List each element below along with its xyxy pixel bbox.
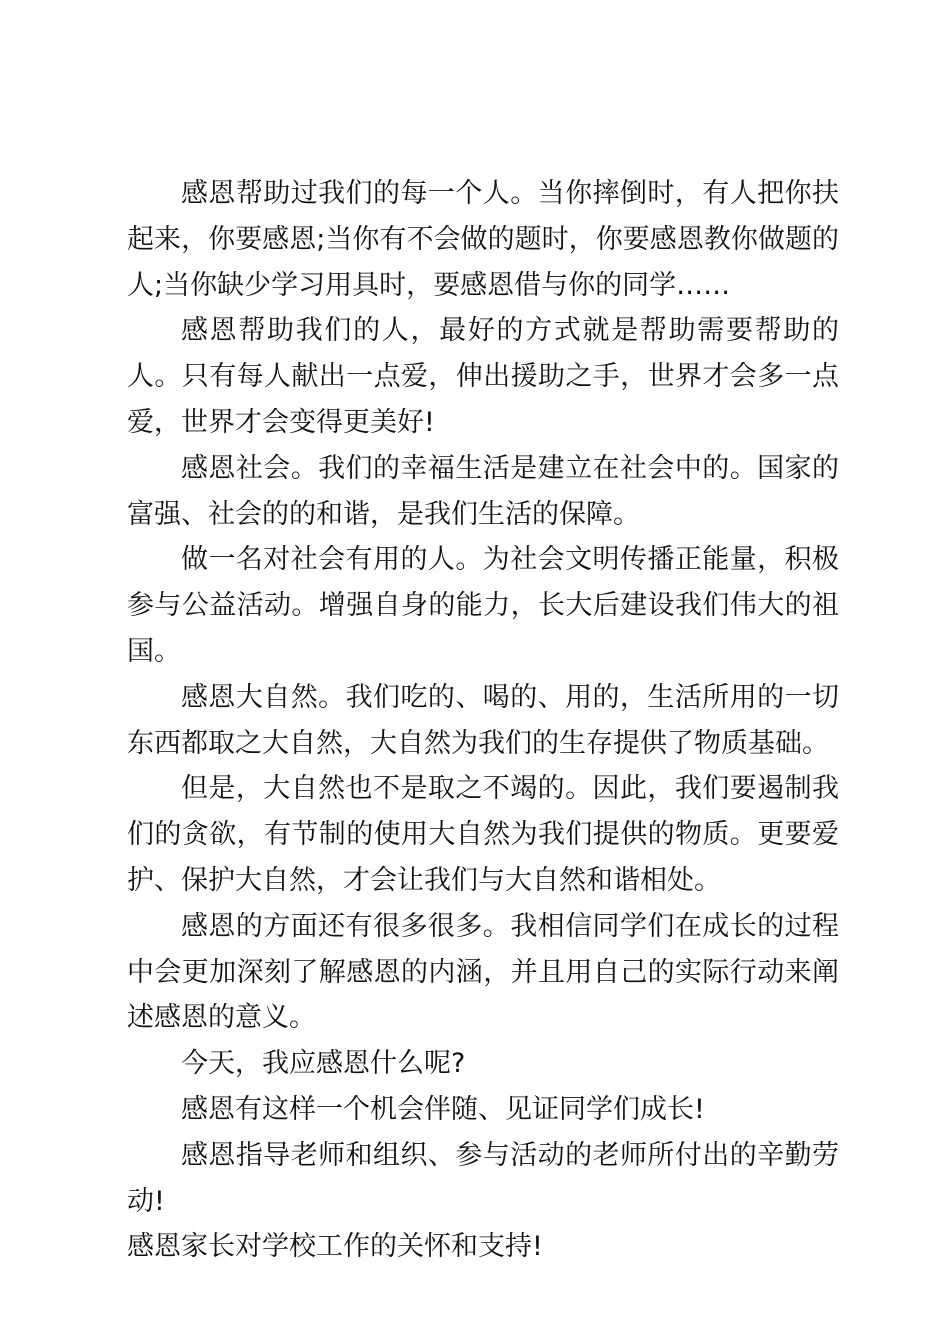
paragraph-7: 感恩的方面还有很多很多。我相信同学们在成长的过程中会更加深刻了解感恩的内涵，并且用自己的实际行动来阐述感恩的意义。 <box>127 910 839 1034</box>
paragraph-2: 感恩帮助我们的人，最好的方式就是帮助需要帮助的人。只有每人献出一点爱，伸出援助之手，世界才会多一点爱，世界才会变得更美好! <box>127 315 839 438</box>
paragraph-11: 感恩家长对学校工作的关怀和支持! <box>127 1231 543 1263</box>
paragraph-9: 感恩有这样一个机会伴随、见证同学们成长! <box>181 1093 705 1125</box>
paragraph-8: 今天，我应感恩什么呢? <box>181 1048 466 1080</box>
paragraph-6: 但是，大自然也不是取之不竭的。因此，我们要遏制我们的贪欲，有节制的使用大自然为我们提供的物质。更要爱护、保护大自然，才会让我们与大自然和谐相处。 <box>127 773 839 896</box>
paragraph-3: 感恩社会。我们的幸福生活是建立在社会中的。国家的富强、社会的的和谐，是我们生活的保障。 <box>127 452 839 530</box>
paragraph-4: 做一名对社会有用的人。为社会文明传播正能量，积极参与公益活动。增强自身的能力，长大后建设我们伟大的祖国。 <box>127 544 839 667</box>
paragraph-1: 感恩帮助过我们的每一个人。当你摔倒时，有人把你扶起来，你要感恩;当你有不会做的题时，你要感恩教你做题的人;当你缺少学习用具时，要感恩借与你的同学…… <box>127 178 839 301</box>
document-body <box>127 171 839 1270</box>
paragraph-5: 感恩大自然。我们吃的、喝的、用的，生活所用的一切东西都取之大自然，大自然为我们的生存提供了物质基础。 <box>127 681 839 759</box>
paragraph-10: 感恩指导老师和组织、参与活动的老师所付出的辛勤劳动! <box>127 1139 839 1217</box>
